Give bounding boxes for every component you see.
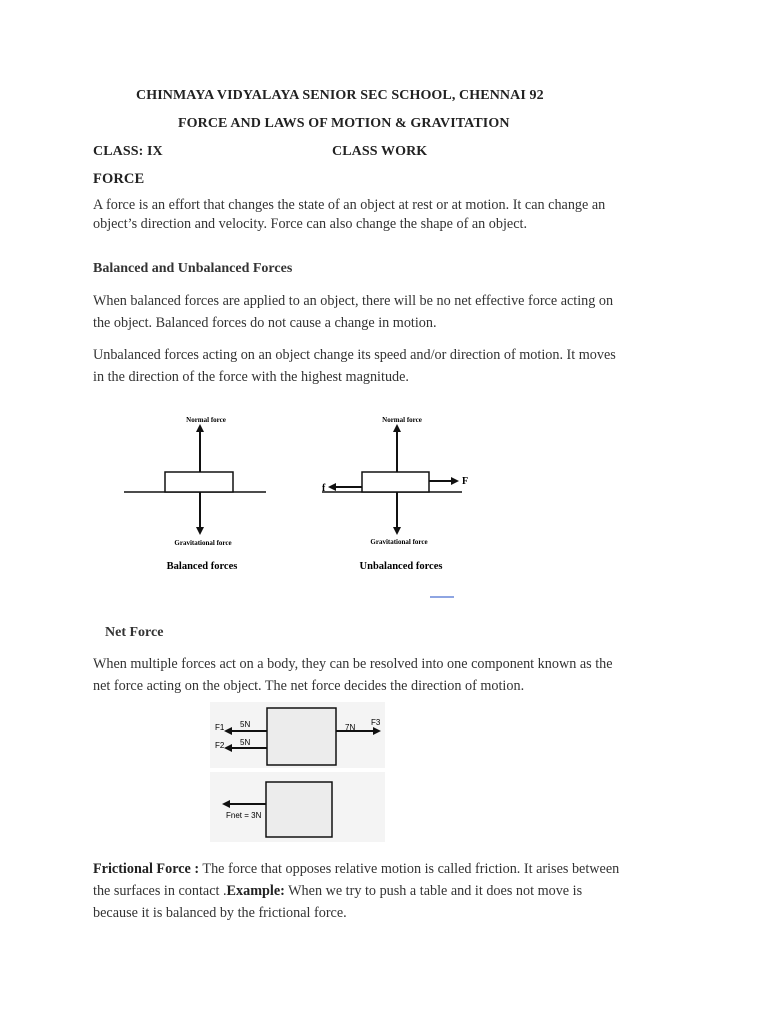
net-force-diagram — [210, 702, 390, 842]
paragraph-line: A force is an effort that changes the state of an object at rest or at motion. It can change an — [93, 197, 606, 213]
forces-diagram — [0, 395, 768, 610]
paragraph-line: When multiple forces act on a body, they can be resolved into one component known as the — [93, 656, 613, 672]
work-type: CLASS WORK — [332, 144, 428, 159]
normal-force-label: Normal force — [186, 416, 226, 424]
f3-value: 7N — [345, 723, 356, 732]
friction-paragraph — [93, 858, 683, 924]
applied-force-label: F — [462, 476, 469, 487]
example-label: Example: — [226, 883, 285, 899]
f3-label: F3 — [371, 718, 381, 727]
body-block-net — [266, 782, 332, 837]
friction-text: The force that opposes relative motion is called friction. It arises between — [199, 861, 620, 877]
paragraph-line — [93, 858, 683, 880]
net-force-heading: Net Force — [105, 625, 164, 640]
f2-label: F2 — [215, 741, 225, 750]
force-heading: FORCE — [93, 171, 145, 187]
balanced-heading: Balanced and Unbalanced Forces — [93, 261, 293, 276]
normal-force-label: Normal force — [382, 416, 422, 424]
gravitational-force-label: Gravitational force — [370, 538, 428, 546]
balanced-forces-figure — [124, 416, 266, 572]
block — [362, 472, 429, 492]
friction-label: f — [322, 483, 326, 494]
f1-label: F1 — [215, 723, 225, 732]
net-force-label: Fnet = 3N — [226, 811, 262, 820]
paragraph-line: the object. Balanced forces do not cause a change in motion. — [93, 315, 437, 331]
block — [165, 472, 233, 492]
force-paragraph — [93, 196, 683, 234]
unbalanced-paragraph — [93, 344, 683, 388]
unbalanced-caption: Unbalanced forces — [359, 561, 443, 572]
friction-text: the surfaces in contact . — [93, 883, 227, 899]
balanced-caption: Balanced forces — [166, 561, 238, 572]
paragraph-line: net force acting on the object. The net force decides the direction of motion. — [93, 678, 525, 694]
class-label: CLASS: IX — [93, 144, 163, 159]
gravitational-force-label: Gravitational force — [174, 539, 232, 547]
f1-value: 5N — [240, 720, 251, 729]
balanced-paragraph — [93, 290, 683, 334]
net-force-paragraph — [93, 653, 683, 697]
friction-text: When we try to push a table and it does not move is — [284, 883, 583, 899]
school-name: CHINMAYA VIDYALAYA SENIOR SEC SCHOOL, CHENNAI 92 — [136, 88, 544, 103]
topic-title: FORCE AND LAWS OF MOTION & GRAVITATION — [178, 116, 510, 131]
paragraph-line: When balanced forces are applied to an object, there will be no net effective force acting on — [93, 293, 614, 309]
unbalanced-forces-figure — [322, 416, 468, 572]
paragraph-line: in the direction of the force with the highest magnitude. — [93, 369, 409, 385]
f2-value: 5N — [240, 738, 251, 747]
paragraph-line: because it is balanced by the frictional force. — [93, 905, 347, 921]
body-block — [267, 708, 336, 765]
paragraph-line — [93, 880, 683, 902]
friction-term: Frictional Force : — [93, 861, 200, 877]
paragraph-line: Unbalanced forces acting on an object change its speed and/or direction of motion. It moves — [93, 347, 616, 363]
paragraph-line: object’s direction and velocity. Force can also change the shape of an object. — [93, 216, 527, 232]
